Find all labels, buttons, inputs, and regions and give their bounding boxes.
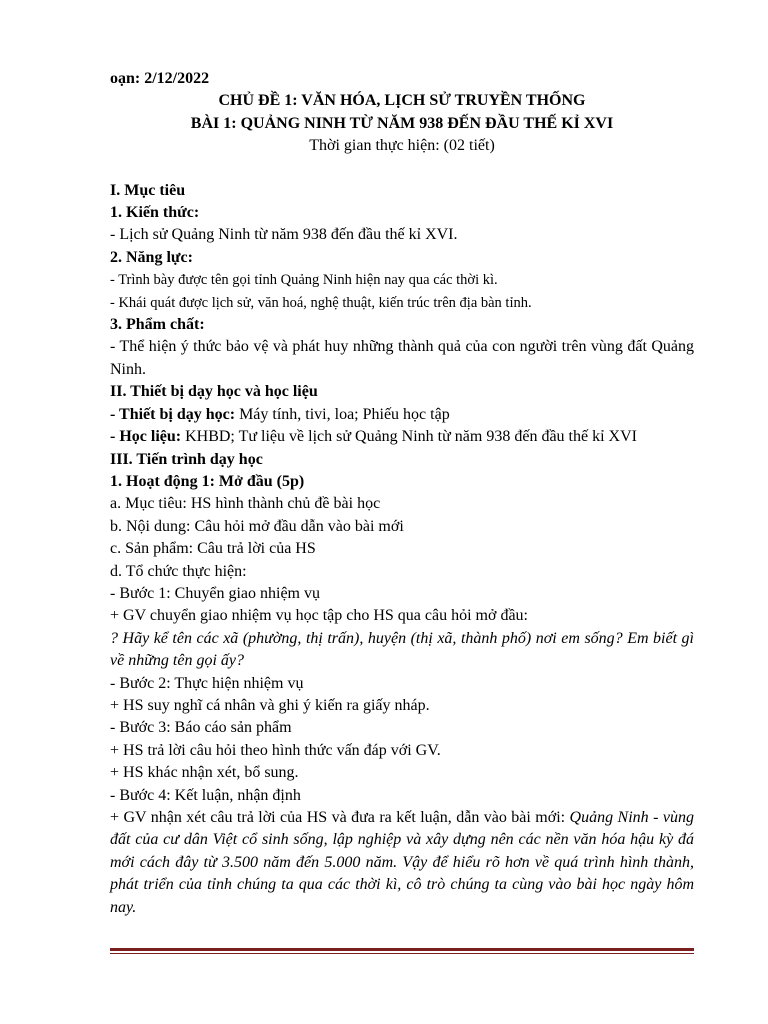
activity-line: - Bước 4: Kết luận, nhận định [110, 786, 301, 804]
section-heading-objectives: I. Mục tiêu [110, 181, 186, 199]
ability-heading: 2. Năng lực: [110, 248, 193, 266]
activity-line: + HS trả lời câu hỏi theo hình thức vấn đáp với GV. [110, 741, 441, 759]
duration-line: Thời gian thực hiện: (02 tiết) [309, 137, 495, 155]
conclusion-plain: + GV nhận xét câu trả lời của HS và đưa ra kết luận, dẫn vào bài mới: [110, 809, 570, 826]
activity-heading: 1. Hoạt động 1: Mở đầu (5p) [110, 472, 305, 490]
ability-item: - Khái quát được lịch sử, văn hoá, nghệ thuật, kiến trúc trên địa bàn tỉnh. [110, 294, 532, 311]
activity-line: c. Sản phẩm: Câu trả lời của HS [110, 540, 316, 558]
section-heading-process: III. Tiến trình dạy học [110, 450, 263, 468]
activity-line: - Bước 2: Thực hiện nhiệm vụ [110, 674, 304, 692]
equipment-label: - Thiết bị dạy học: [110, 405, 236, 423]
section-heading-equipment: II. Thiết bị dạy học và học liệu [110, 383, 318, 401]
equipment-line [110, 404, 694, 426]
footer-rule-thick [110, 948, 694, 951]
materials-label: - Học liệu: [110, 428, 182, 446]
date-line: oạn: 2/12/2022 [110, 70, 210, 87]
knowledge-heading: 1. Kiến thức: [110, 204, 200, 222]
materials-value: KHBD; Tư liệu về lịch sử Quảng Ninh từ năm 938 đến đầu thế kỉ XVI [181, 428, 637, 446]
knowledge-item: - Lịch sử Quảng Ninh từ năm 938 đến đầu thế kỉ XVI. [110, 226, 458, 244]
ability-item: - Trình bày được tên gọi tỉnh Quảng Ninh hiện nay qua các thời kì. [110, 272, 498, 289]
activity-line: a. Mục tiêu: HS hình thành chủ đề bài học [110, 495, 381, 513]
conclusion-paragraph [110, 807, 694, 919]
quality-heading: 3. Phẩm chất: [110, 316, 205, 334]
equipment-value: Máy tính, tivi, loa; Phiếu học tập [235, 405, 450, 423]
activity-line: - Bước 3: Báo cáo sản phẩm [110, 719, 292, 737]
activity-line: - Bước 1: Chuyển giao nhiệm vụ [110, 584, 320, 602]
footer-rule [110, 948, 694, 954]
footer-rule-thin [110, 953, 694, 954]
activity-line: + HS suy nghĩ cá nhân và ghi ý kiến ra giấy nháp. [110, 696, 430, 714]
document-page [110, 68, 694, 919]
activity-line: + GV chuyển giao nhiệm vụ học tập cho HS qua câu hỏi mở đầu: [110, 607, 528, 625]
conclusion-italic: Quảng Ninh - vùng đất của cư dân Việt cổ sinh sống, lập nghiệp và xây dựng nên các nền văn hóa hậu kỳ đá mới cách đây từ 3.500 năm đến 5.000 năm. Vậy để hiểu rõ hơn về quá trình hình thành, phát triển của tỉnh chúng ta qua các thời kì, cô trò chúng ta cùng vào bài học ngày hôm nay. [110, 809, 694, 916]
lesson-title: BÀI 1: QUẢNG NINH TỪ NĂM 938 ĐẾN ĐẦU THẾ KỈ XVI [190, 114, 614, 132]
topic-title: CHỦ ĐỀ 1: VĂN HÓA, LỊCH SỬ TRUYỀN THỐNG [218, 92, 586, 110]
activity-line: + HS khác nhận xét, bổ sung. [110, 764, 299, 782]
activity-line: d. Tổ chức thực hiện: [110, 562, 247, 580]
materials-line [110, 426, 694, 448]
activity-line: b. Nội dung: Câu hỏi mở đầu dẫn vào bài mới [110, 517, 404, 535]
quality-item: - Thể hiện ý thức bảo vệ và phát huy những thành quả của con người trên vùng đất Quảng Ninh. [110, 338, 694, 378]
opening-question: ? Hãy kể tên các xã (phường, thị trấn), huyện (thị xã, thành phố) nơi em sống? Em biết gì về những tên gọi ấy? [110, 629, 694, 670]
